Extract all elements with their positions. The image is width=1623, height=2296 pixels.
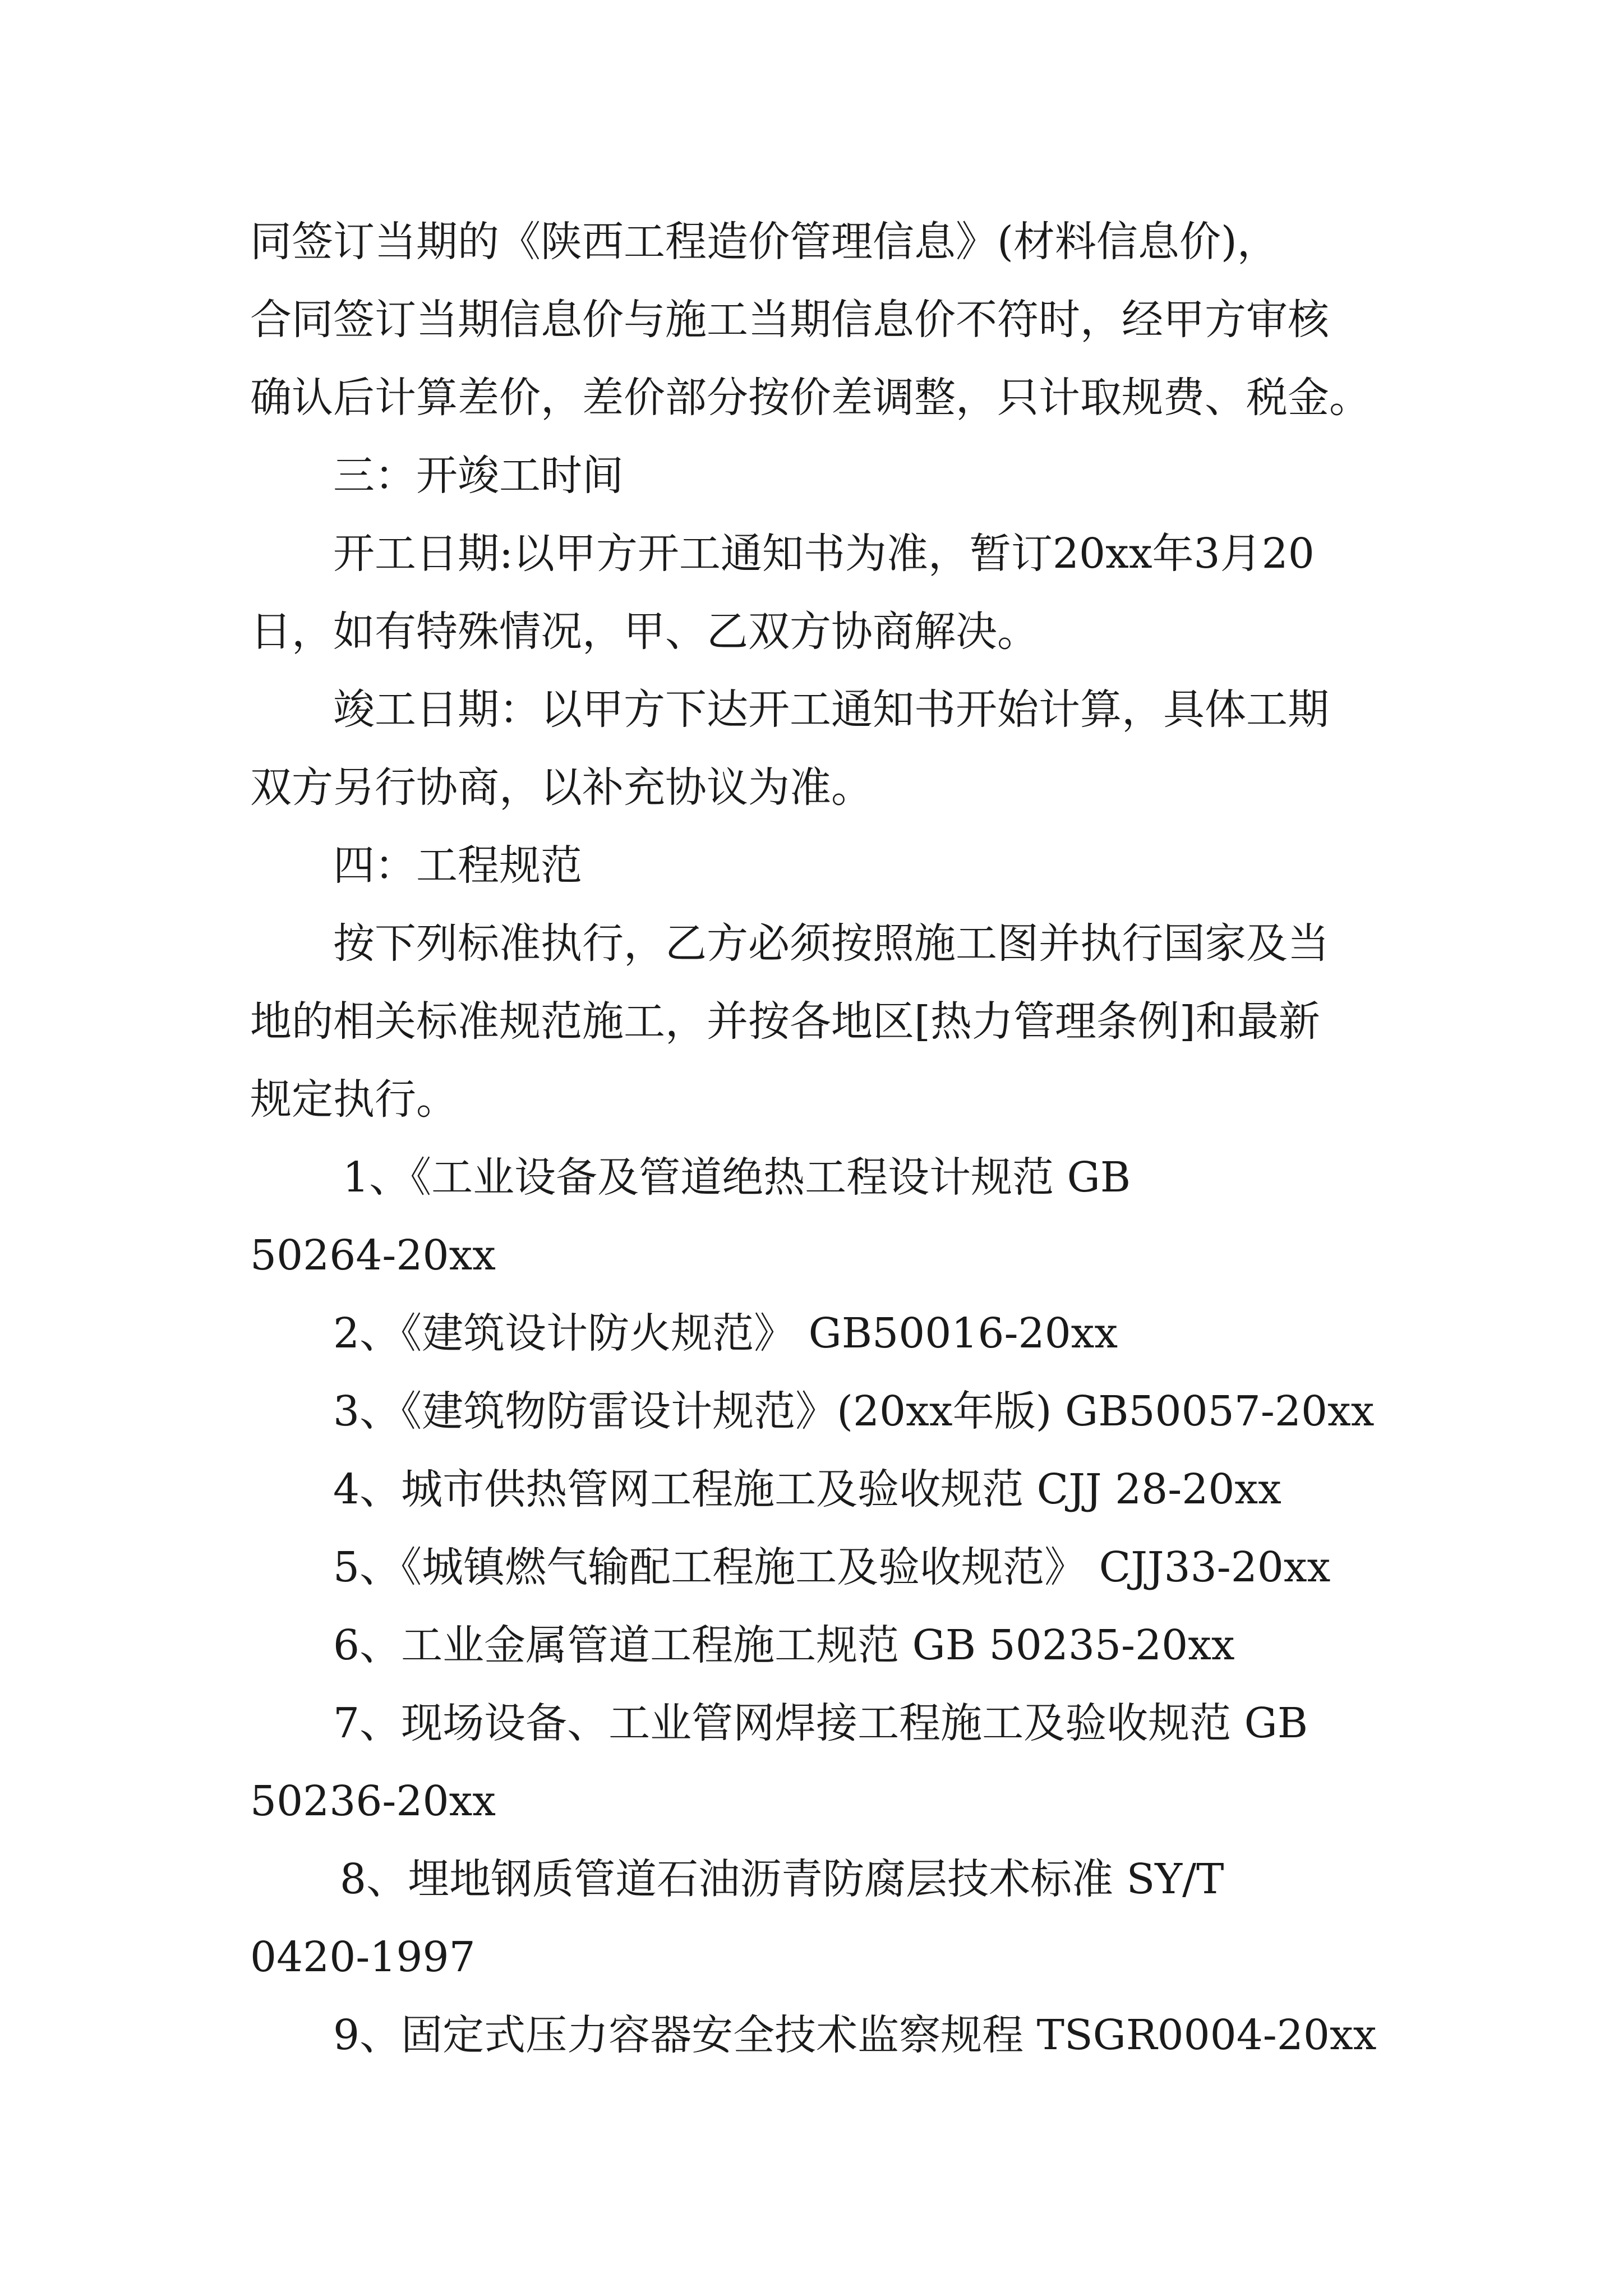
standard-item-2: 2、《建筑设计防火规范》 GB50016-20xx: [333, 1309, 1118, 1358]
paragraph-line: 竣工日期：以甲方下达开工通知书开始计算，具体工期: [333, 685, 1329, 734]
paragraph-line: 日，如有特殊情况，甲、乙双方协商解决。: [250, 608, 1039, 656]
standard-item-8: 8、埋地钢质管道石油沥青防腐层技术标准 SY/T: [340, 1855, 1224, 1903]
standard-item-3: 3、《建筑物防雷设计规范》(20xx年版) GB50057-20xx: [333, 1387, 1375, 1435]
standard-item-1-cont: 50264-20xx: [250, 1231, 496, 1280]
standard-item-4: 4、城市供热管网工程施工及验收规范 CJJ 28-20xx: [333, 1465, 1281, 1513]
paragraph-line: 按下列标准执行，乙方必须按照施工图并执行国家及当: [333, 919, 1329, 968]
document-body: [250, 203, 1389, 2074]
standard-item-6: 6、工业金属管道工程施工规范 GB 50235-20xx: [333, 1621, 1235, 1669]
paragraph-line: 开工日期:以甲方开工通知书为准，暂订20xx年3月20: [333, 530, 1315, 578]
standard-item-8-cont: 0420-1997: [250, 1933, 476, 1981]
standard-item-5: 5、《城镇燃气输配工程施工及验收规范》 CJJ33-20xx: [333, 1543, 1331, 1591]
standard-item-7: 7、现场设备、工业管网焊接工程施工及验收规范 GB: [333, 1699, 1308, 1747]
paragraph-line: 双方另行协商，以补充协议为准。: [250, 763, 873, 812]
paragraph-line: 规定执行。: [250, 1075, 458, 1124]
section-heading-4: 四：工程规范: [333, 841, 582, 890]
paragraph-line: 确认后计算差价，差价部分按价差调整，只计取规费、税金。: [250, 374, 1371, 422]
standard-item-1: 1、《工业设备及管道绝热工程设计规范 GB: [343, 1153, 1131, 1202]
standard-item-7-cont: 50236-20xx: [250, 1777, 496, 1825]
section-heading-3: 三：开竣工时间: [333, 452, 624, 500]
standard-item-9: 9、固定式压力容器安全技术监察规程 TSGR0004-20xx: [333, 2011, 1377, 2059]
paragraph-line: 同签订当期的《陕西工程造价管理信息》(材料信息价)，: [250, 218, 1279, 266]
paragraph-line: 合同签订当期信息价与施工当期信息价不符时，经甲方审核: [250, 296, 1329, 344]
paragraph-line: 地的相关标准规范施工，并按各地区[热力管理条例]和最新: [250, 997, 1320, 1046]
